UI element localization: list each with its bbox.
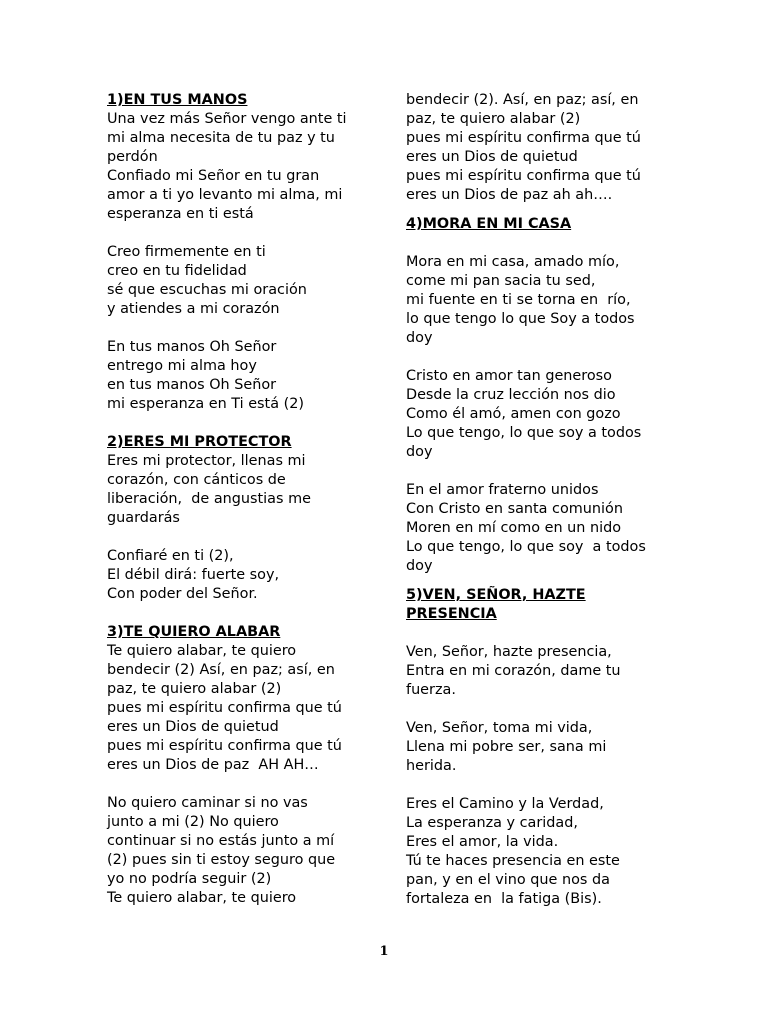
lyric-line: Con Cristo en santa comunión [406, 501, 623, 517]
lyric-line: En el amor fraterno unidos [406, 482, 599, 498]
stanza-break [406, 700, 668, 719]
lyric-line: continuar si no estás junto a mí [107, 833, 335, 849]
song-lyrics [406, 643, 668, 909]
lyric-line: Ven, Señor, toma mi vida, [406, 720, 593, 736]
stanza-break [107, 224, 369, 243]
lyric-line: Moren en mí como en un nido [406, 520, 622, 536]
spacer [406, 576, 668, 586]
lyric-line: Desde la cruz lección nos dio [406, 387, 616, 403]
lyric-line: bendecir (2) Así, en paz; así, en [107, 662, 335, 678]
lyric-line: Eres mi protector, llenas mi [107, 453, 306, 469]
lyric-line: eres un Dios de quietud [406, 149, 578, 165]
lyric-line: Te quiero alabar, te quiero [107, 890, 297, 906]
stanza-break [406, 462, 668, 481]
lyric-line: Lo que tengo, lo que soy a todos [406, 539, 646, 555]
song-title-line-2: PRESENCIA [406, 606, 497, 622]
song-lyrics [107, 110, 369, 414]
song-title: 2)ERES MI PROTECTOR [107, 434, 292, 450]
lyric-line: creo en tu fidelidad [107, 263, 247, 279]
lyric-line: pues mi espíritu confirma que tú [406, 130, 641, 146]
lyric-line: Como él amó, amen con gozo [406, 406, 621, 422]
lyric-line: Llena mi pobre ser, sana mi [406, 739, 607, 755]
spacer [406, 234, 668, 253]
song-ven-senor-hazte-presencia [406, 586, 668, 909]
lyric-line: guardarás [107, 510, 180, 526]
lyric-line: Entra en mi corazón, dame tu [406, 663, 621, 679]
spacer [406, 205, 668, 215]
lyric-line: Eres el amor, la vida. [406, 834, 559, 850]
left-column [107, 91, 369, 908]
lyric-line: fuerza. [406, 682, 456, 698]
stanza-break [406, 776, 668, 795]
lyric-line: (2) pues sin ti estoy seguro que [107, 852, 336, 868]
lyric-line: Tú te haces presencia en este [406, 853, 620, 869]
spacer [107, 414, 369, 433]
lyric-line: sé que escuchas mi oración [107, 282, 307, 298]
song-title: 1)EN TUS MANOS [107, 92, 248, 108]
lyric-line: Cristo en amor tan generoso [406, 368, 612, 384]
song-title: 4)MORA EN MI CASA [406, 216, 572, 232]
song-title-line-1: 5)VEN, SEÑOR, HAZTE [406, 587, 586, 603]
lyric-line: herida. [406, 758, 457, 774]
lyric-line: liberación, de angustias me [107, 491, 311, 507]
spacer [406, 624, 668, 643]
lyric-line: La esperanza y caridad, [406, 815, 578, 831]
song-lyrics [406, 253, 668, 576]
lyric-line: en tus manos Oh Señor [107, 377, 277, 393]
song-lyrics [107, 642, 369, 908]
song-mora-en-mi-casa [406, 215, 668, 576]
lyric-line: corazón, con cánticos de [107, 472, 286, 488]
lyric-line: doy [406, 558, 433, 574]
lyric-line: lo que tengo lo que Soy a todos [406, 311, 635, 327]
lyric-line: perdón [107, 149, 158, 165]
song-en-tus-manos [107, 91, 369, 414]
stanza-break [107, 775, 369, 794]
song-eres-mi-protector [107, 433, 369, 604]
page-number: 1 [379, 944, 389, 959]
lyric-line: Te quiero alabar, te quiero [107, 643, 297, 659]
lyric-line: esperanza en ti está [107, 206, 254, 222]
lyric-line: pues mi espíritu confirma que tú [107, 738, 342, 754]
lyric-line: El débil dirá: fuerte soy, [107, 567, 280, 583]
lyric-line: paz, te quiero alabar (2) [406, 111, 581, 127]
lyric-line: fortaleza en la fatiga (Bis). [406, 891, 602, 907]
lyric-line: doy [406, 330, 433, 346]
lyric-line: Confiaré en ti (2), [107, 548, 234, 564]
lyric-line: doy [406, 444, 433, 460]
stanza-break [107, 319, 369, 338]
lyric-line: No quiero caminar si no vas [107, 795, 308, 811]
lyric-line: mi fuente en ti se torna en río, [406, 292, 631, 308]
song-te-quiero-alabar [107, 623, 369, 908]
lyric-line: yo no podría seguir (2) [107, 871, 272, 887]
lyric-line: bendecir (2). Así, en paz; así, en [406, 92, 639, 108]
lyric-line: Confiado mi Señor en tu gran [107, 168, 320, 184]
stanza-break [406, 348, 668, 367]
lyric-line: paz, te quiero alabar (2) [107, 681, 282, 697]
lyric-line: Creo firmemente en ti [107, 244, 266, 260]
lyric-line: amor a ti yo levanto mi alma, mi [107, 187, 343, 203]
stanza-break [107, 528, 369, 547]
lyric-line: come mi pan sacia tu sed, [406, 273, 596, 289]
lyric-line: Ven, Señor, hazte presencia, [406, 644, 612, 660]
lyric-line: eres un Dios de paz AH AH… [107, 757, 319, 773]
lyric-line: junto a mi (2) No quiero [107, 814, 279, 830]
lyric-line: Mora en mi casa, amado mío, [406, 254, 620, 270]
song-title: 3)TE QUIERO ALABAR [107, 624, 281, 640]
lyric-line: eres un Dios de quietud [107, 719, 279, 735]
lyric-line: entrego mi alma hoy [107, 358, 257, 374]
lyric-line: pues mi espíritu confirma que tú [406, 168, 641, 184]
lyric-line: Lo que tengo, lo que soy a todos [406, 425, 642, 441]
song-lyrics [406, 91, 668, 205]
right-column [406, 91, 668, 909]
lyric-line: mi esperanza en Ti está (2) [107, 396, 304, 412]
lyric-line: Con poder del Señor. [107, 586, 258, 602]
lyric-line: pues mi espíritu confirma que tú [107, 700, 342, 716]
lyric-line: mi alma necesita de tu paz y tu [107, 130, 335, 146]
song-lyrics [107, 452, 369, 604]
lyric-line: eres un Dios de paz ah ah…. [406, 187, 613, 203]
lyric-line: pan, y en el vino que nos da [406, 872, 610, 888]
song-te-quiero-alabar-continued [406, 91, 668, 205]
spacer [107, 604, 369, 623]
lyric-line: y atiendes a mi corazón [107, 301, 280, 317]
lyric-line: Eres el Camino y la Verdad, [406, 796, 604, 812]
lyric-line: Una vez más Señor vengo ante ti [107, 111, 347, 127]
lyric-line: En tus manos Oh Señor [107, 339, 277, 355]
